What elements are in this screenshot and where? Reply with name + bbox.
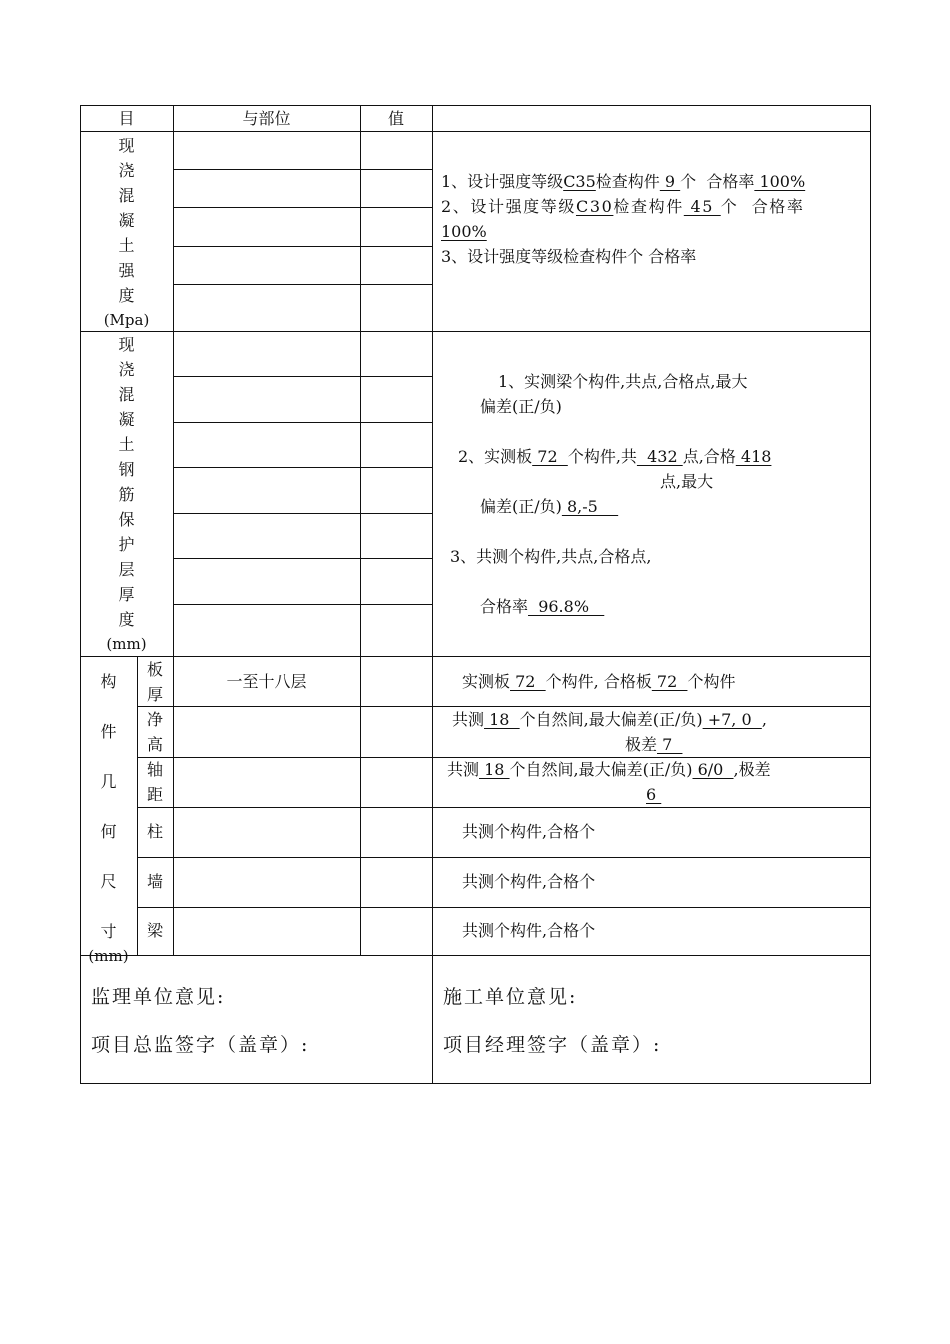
cover-line-1: 1、实测梁个构件,共点,合格点,最大	[498, 372, 748, 391]
cover-line-2	[458, 444, 771, 469]
grid-line	[432, 105, 433, 1084]
text: 个自然间,最大偏差(正/负)	[509, 760, 693, 779]
header-item: 目	[118, 109, 135, 128]
label-char: 几	[100, 772, 117, 791]
label-char: 保	[118, 510, 135, 529]
label-char: 土	[118, 236, 135, 255]
rate-value: 100%	[441, 222, 487, 241]
axis-result	[447, 757, 771, 782]
strength-line-1	[441, 169, 805, 194]
text: 点,合格	[682, 447, 736, 466]
text: 检查构件	[613, 197, 684, 216]
text: 合格率	[480, 597, 529, 616]
label-unit: (mm)	[106, 635, 147, 653]
column-result: 共测个构件,合格个	[462, 822, 596, 841]
grid-line	[80, 131, 871, 132]
text: 个构件,共	[567, 447, 637, 466]
supervision-opinion-title: 监理单位意见:	[91, 986, 226, 1008]
cover-line-2-cont: 点,最大	[660, 472, 714, 491]
label-unit: (mm)	[88, 947, 129, 965]
label-char: 浇	[118, 360, 135, 379]
height-range	[625, 732, 682, 757]
wall-result: 共测个构件,合格个	[462, 872, 596, 891]
grid-line	[173, 513, 433, 514]
label-char: 现	[118, 136, 135, 155]
grid-line	[173, 604, 433, 605]
row-name-axis	[137, 757, 173, 807]
supervision-signature: 项目总监签字（盖章）:	[91, 1034, 310, 1056]
strength-line-3: 3、设计强度等级检查构件个 合格率	[441, 247, 697, 266]
text: 个 合格率	[680, 172, 755, 191]
construction-opinion-title: 施工单位意见:	[443, 986, 578, 1008]
label-char: 度	[118, 610, 135, 629]
label-char: 构	[100, 672, 117, 691]
text: 共测	[447, 760, 480, 779]
label-char: 强	[118, 261, 135, 280]
grid-line	[360, 105, 361, 955]
cover-line-1b: 偏差(正/负)	[480, 397, 562, 416]
label-char: 距	[146, 785, 163, 804]
label-char: 高	[146, 735, 163, 754]
text: 极差	[625, 735, 658, 754]
height-result	[452, 707, 767, 732]
label-char: 件	[100, 722, 117, 741]
room-count: 18	[484, 710, 520, 729]
strength-label	[80, 133, 173, 333]
deviation-value: 6/0	[692, 760, 734, 779]
label-char: 护	[118, 535, 135, 554]
text: 实测板	[462, 672, 511, 691]
text: 1、设计强度等级	[441, 172, 564, 191]
inspection-form	[80, 105, 871, 1085]
label-char: 混	[118, 186, 135, 205]
grid-line	[137, 857, 871, 858]
label-char: 钢	[118, 460, 135, 479]
grid-line	[80, 656, 871, 657]
slab-count: 72	[510, 672, 546, 691]
range-value: 7	[657, 735, 683, 754]
cover-label	[80, 332, 173, 657]
label-char: 混	[118, 385, 135, 404]
ok-count: 418	[735, 447, 772, 466]
text: 共测	[452, 710, 485, 729]
label-char: 筋	[118, 485, 135, 504]
grid-line	[137, 807, 871, 808]
header-location: 与部位	[242, 109, 291, 128]
cover-line-3: 3、共测个构件,共点,合格点,	[450, 547, 652, 566]
beam-result: 共测个构件,合格个	[462, 921, 596, 940]
row-name-column: 柱	[146, 822, 163, 841]
grade-value: C35	[563, 172, 596, 191]
grid-line	[173, 422, 433, 423]
grid-line	[80, 955, 871, 956]
grid-line	[173, 558, 433, 559]
text: 个自然间,最大偏差(正/负)	[519, 710, 703, 729]
label-char: 层	[118, 560, 135, 579]
grid-line	[137, 907, 871, 908]
row-name-wall: 墙	[146, 872, 163, 891]
text: 检查构件	[595, 172, 660, 191]
grid-line	[173, 656, 174, 955]
grid-line	[173, 207, 433, 208]
deviation-value: +7, 0	[702, 710, 762, 729]
count-value: 45	[683, 197, 721, 216]
grade-value: C30	[575, 197, 614, 216]
label-char: 何	[100, 822, 117, 841]
ok-count: 72	[651, 672, 688, 691]
text: ,	[761, 710, 767, 729]
header-value: 值	[387, 109, 404, 128]
grid-line	[173, 376, 433, 377]
count-value: 9	[659, 172, 681, 191]
room-count: 18	[479, 760, 510, 779]
grid-line	[80, 331, 871, 332]
text: 个构件, 合格板	[545, 672, 652, 691]
label-char: 轴	[146, 760, 163, 779]
text: 偏差(正/负)	[480, 497, 562, 516]
point-count: 432	[636, 447, 683, 466]
construction-signature: 项目经理签字（盖章）:	[443, 1034, 662, 1056]
text: 2、实测板	[458, 447, 533, 466]
strength-line-2	[441, 194, 805, 219]
text: ,极差	[733, 760, 771, 779]
axis-range	[646, 782, 661, 807]
rate-value: 100%	[754, 172, 806, 191]
pass-rate: 96.8%	[528, 597, 605, 616]
text: 2、设计强度等级	[441, 197, 576, 216]
row-name-slab	[137, 657, 173, 707]
label-char: 厚	[146, 685, 163, 704]
label-unit: (Mpa)	[103, 311, 150, 329]
slab-location: 一至十八层	[226, 672, 307, 691]
cover-line-4	[480, 594, 604, 619]
slab-result	[462, 669, 735, 694]
row-name-height	[137, 707, 173, 757]
label-char: 尺	[100, 872, 117, 891]
grid-line	[173, 467, 433, 468]
geometry-label	[80, 657, 137, 969]
label-char: 现	[118, 335, 135, 354]
label-char: 浇	[118, 161, 135, 180]
label-char: 度	[118, 286, 135, 305]
label-char: 板	[146, 660, 163, 679]
grid-line	[173, 284, 433, 285]
label-char: 凝	[118, 211, 135, 230]
grid-line	[173, 169, 433, 170]
deviation-value: 8,-5	[561, 497, 619, 516]
label-char: 凝	[118, 410, 135, 429]
text: 个 合格率	[720, 197, 805, 216]
grid-line	[173, 105, 174, 656]
cover-line-2b	[480, 494, 618, 519]
strength-line-2-rate	[441, 219, 487, 244]
label-char: 土	[118, 435, 135, 454]
range-value: 6	[646, 785, 662, 804]
grid-line	[80, 1083, 871, 1084]
label-char: 厚	[118, 585, 135, 604]
slab-count: 72	[532, 447, 568, 466]
text: 个构件	[687, 672, 736, 691]
grid-line	[870, 105, 871, 1084]
row-name-beam: 梁	[146, 921, 163, 940]
label-char: 寸	[100, 922, 117, 941]
label-char: 净	[146, 710, 163, 729]
grid-line	[173, 246, 433, 247]
